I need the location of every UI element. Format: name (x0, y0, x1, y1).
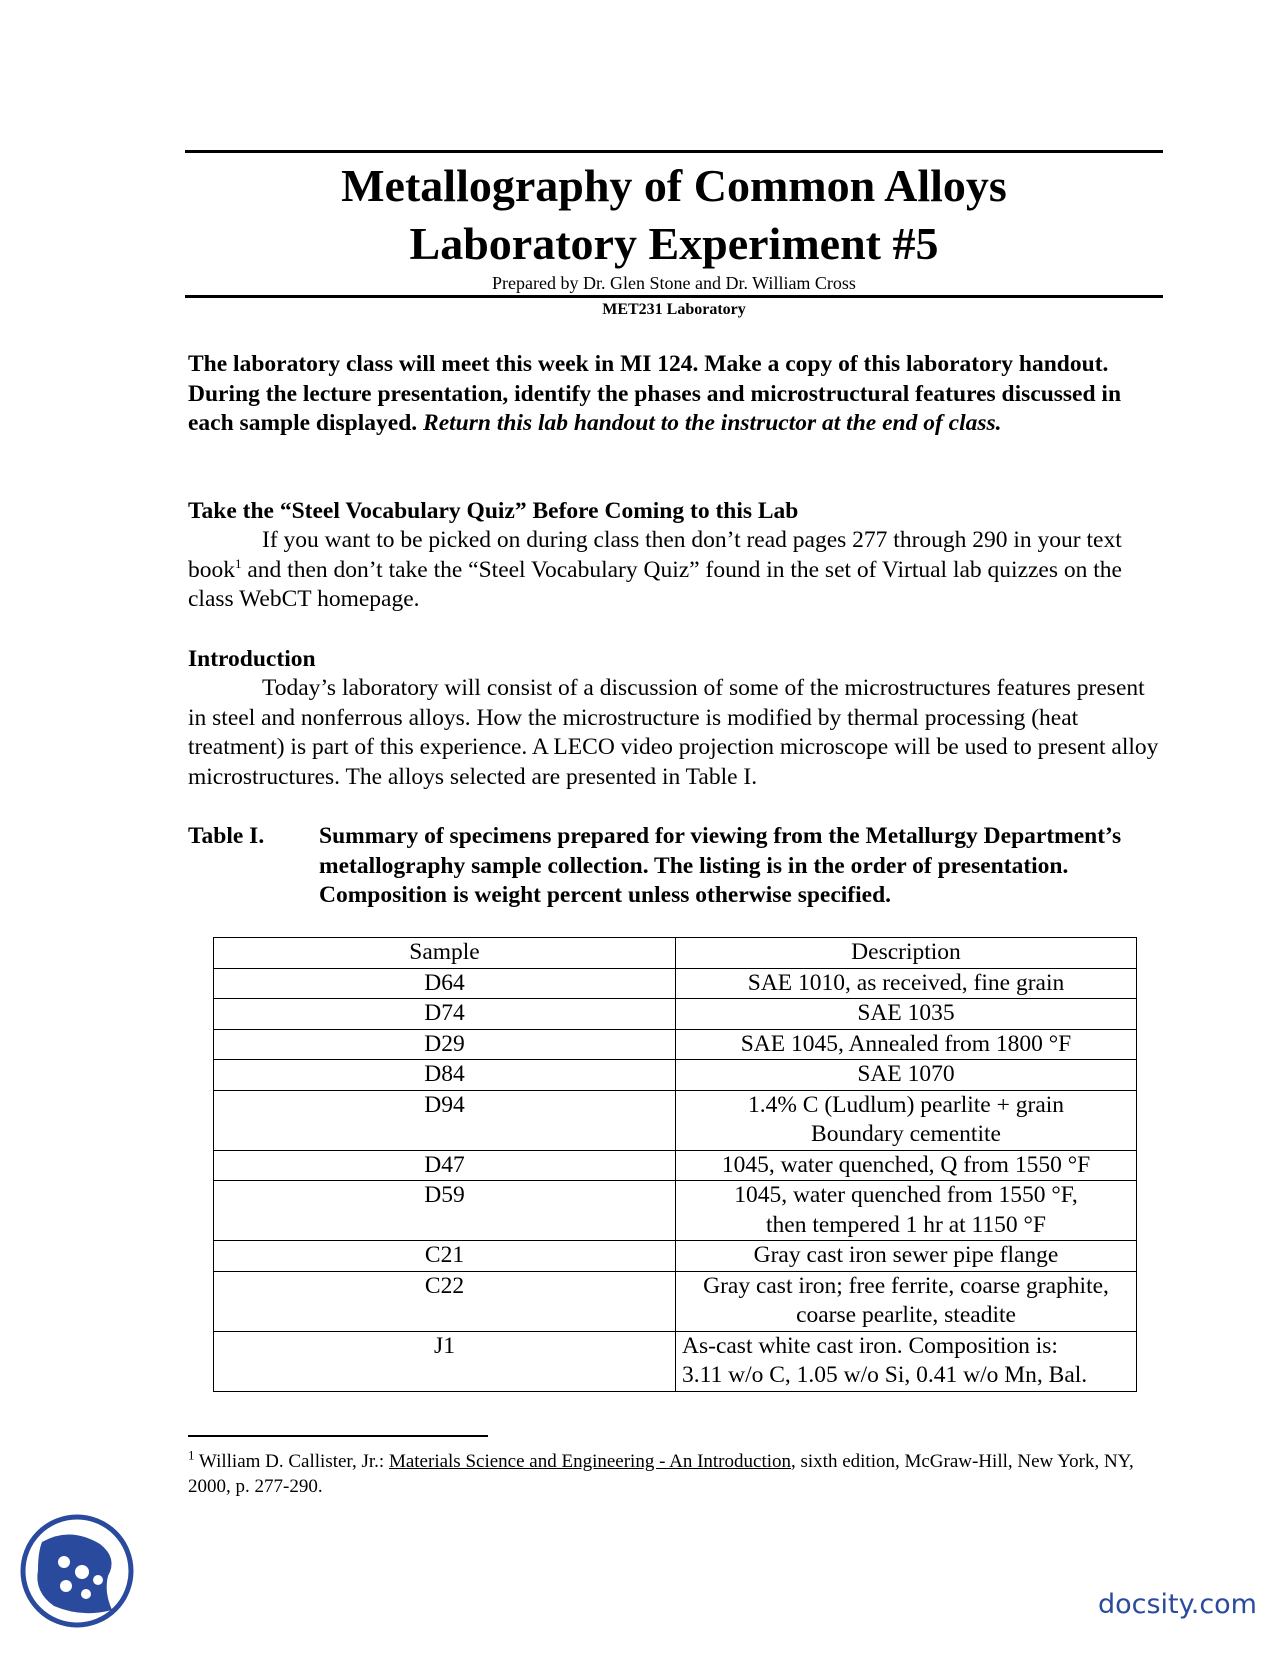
description-cell (676, 968, 1137, 999)
description-line: Boundary cementite (811, 1121, 1001, 1147)
sample-cell: D84 (214, 1060, 676, 1091)
description-line: then tempered 1 hr at 1150 °F (765, 1211, 1046, 1238)
quiz-paragraph (188, 526, 1168, 615)
footnote-ref: 1 (235, 555, 242, 571)
footnote-book-title: Materials Science and Engineering - An Introduction (388, 1451, 791, 1472)
docsity-brand-text[interactable]: docsity.com (1097, 1589, 1257, 1620)
sample-cell: D94 (214, 1090, 676, 1150)
table-caption-label: Table I. (188, 823, 265, 849)
intro-paragraph: Today’s laboratory will consist of a discussion of some of the microstructures features present in steel and nonferrous alloys. How the microstructure is modified by thermal processing (heat treatment) is part of this experience. A LECO video projection microscope will be used to present alloy microstructures. The alloys selected are presented in Table I. (188, 675, 1159, 790)
description-cell (676, 1241, 1137, 1272)
description-cell (676, 1029, 1137, 1060)
description-cell (676, 1090, 1137, 1150)
quiz-text-before: If you want to be picked on during class then don’t read pages 277 through 290 in your text book (188, 527, 1122, 583)
description-line: 1.4% C (Ludlum) pearlite + grain (747, 1091, 1065, 1118)
description-line: As-cast white cast iron. Composition is: (682, 1332, 1058, 1359)
notice-italic-text: Return this lab handout to the instructor at the end of class. (423, 410, 1002, 436)
specimen-table (213, 937, 1137, 1392)
description-line: SAE 1010, as received, fine grain (747, 969, 1065, 996)
table-row (214, 1241, 1137, 1272)
table-header-row (214, 938, 1137, 969)
document-title-line1: Metallography of Common Alloys (341, 160, 1007, 211)
sample-cell: D74 (214, 999, 676, 1030)
description-cell (676, 1181, 1137, 1241)
description-line: 3.11 w/o C, 1.05 w/o Si, 0.41 w/o Mn, Bal. (682, 1362, 1088, 1388)
sample-cell: C21 (214, 1241, 676, 1272)
sample-cell: D64 (214, 968, 676, 999)
notice-paragraph (188, 350, 1168, 439)
description-line: SAE 1045, Annealed from 1800 °F (740, 1030, 1072, 1057)
description-line: SAE 1035 (857, 1000, 955, 1026)
footnote-marker: 1 (188, 1447, 195, 1463)
header-bottom-rule (185, 295, 1163, 298)
footnote (188, 1449, 1168, 1499)
description-cell (676, 999, 1137, 1030)
description-line: 1045, water quenched, Q from 1550 °F (721, 1151, 1091, 1178)
description-line: 1045, water quenched from 1550 °F, (734, 1182, 1078, 1208)
sample-cell: C22 (214, 1271, 676, 1331)
description-line: SAE 1070 (857, 1061, 955, 1087)
table-row (214, 1331, 1137, 1391)
intro-heading: Introduction (188, 646, 316, 672)
header-top-rule (185, 150, 1163, 153)
header-sample: Sample (214, 938, 676, 969)
sample-cell: J1 (214, 1331, 676, 1391)
document-title-line2: Laboratory Experiment #5 (409, 218, 939, 269)
footnote-rule (188, 1435, 488, 1437)
table-caption-text: Summary of specimens prepared for viewing from the Metallurgy Department’s metallography sample collection. The listing is in the order of presentation. Composition is weight percent unless otherwise specified. (319, 823, 1122, 908)
table-row (214, 1271, 1137, 1331)
table-row (214, 1029, 1137, 1060)
table-row (214, 1060, 1137, 1091)
table-row (214, 999, 1137, 1030)
header-description: Description (676, 938, 1137, 969)
footnote-rest: , sixth edition, McGraw-Hill, New York, NY, 2000, p. 277-290. (188, 1451, 1134, 1497)
docsity-logo-icon[interactable] (20, 1514, 134, 1628)
description-cell (676, 1060, 1137, 1091)
footnote-author: William D. Callister, Jr.: (194, 1451, 389, 1472)
table-row (214, 968, 1137, 999)
description-line: Gray cast iron; free ferrite, coarse graphite, (703, 1272, 1109, 1299)
sample-cell: D29 (214, 1029, 676, 1060)
description-cell (676, 1331, 1137, 1391)
description-cell (676, 1271, 1137, 1331)
sample-cell: D47 (214, 1150, 676, 1181)
notice-bold-text: The laboratory class will meet this week in MI 124. Make a copy of this laboratory handout. During the lecture presentation, identify the phases and microstructural features discussed in each sample displayed. (188, 351, 1122, 436)
quiz-text-after: and then don’t take the “Steel Vocabulary Quiz” found in the set of Virtual lab quizzes on the class WebCT homepage. (188, 556, 1122, 612)
table-row (214, 1181, 1137, 1241)
description-cell (676, 1150, 1137, 1181)
quiz-heading: Take the “Steel Vocabulary Quiz” Before Coming to this Lab (188, 498, 799, 524)
sample-cell: D59 (214, 1181, 676, 1241)
description-line: coarse pearlite, steadite (796, 1302, 1016, 1328)
course-label: MET231 Laboratory (602, 301, 746, 318)
description-line: Gray cast iron sewer pipe flange (753, 1242, 1059, 1268)
table-row (214, 1090, 1137, 1150)
table-row (214, 1150, 1137, 1181)
prepared-by: Prepared by Dr. Glen Stone and Dr. William Cross (492, 273, 856, 293)
